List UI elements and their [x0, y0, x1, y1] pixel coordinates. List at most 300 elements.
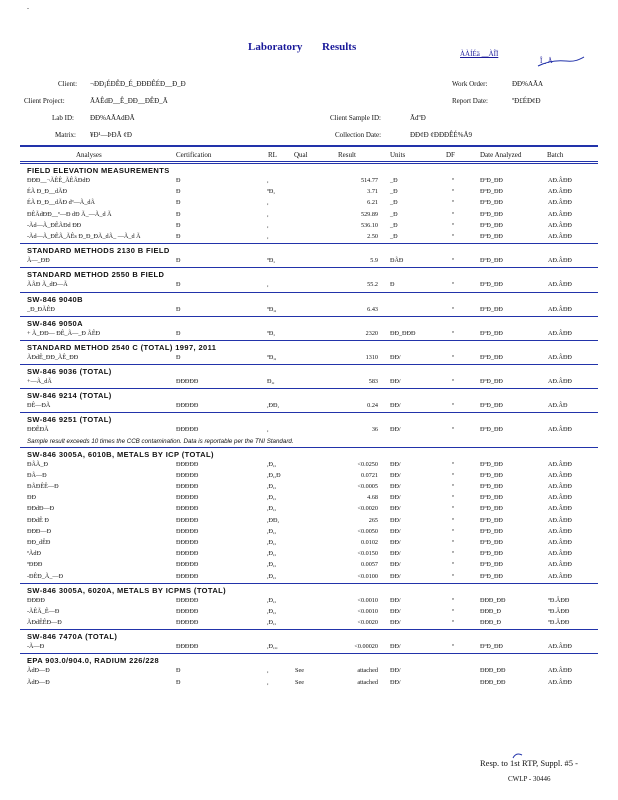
cell-result: attached: [357, 678, 378, 686]
cell-rl: ,ÐÐ,: [267, 402, 280, 410]
cell-rl: ,Ð,,: [267, 527, 277, 535]
cell-analyte: ÐÐÐ__¬ÃÊÊ_ÃÊÃÐdÐ: [27, 177, 90, 184]
cell-date-analyzed: ÐÐÐ_Ð: [480, 619, 501, 627]
cell-analyte: ºÐÐÐ: [27, 561, 43, 569]
cell-result: 0.0102: [360, 538, 378, 546]
cell-units: ÐÐ/: [390, 527, 401, 535]
cell-df: º: [452, 210, 454, 218]
cell-analyte: ÐÐ_dÊÐ: [27, 538, 51, 546]
cell-result: 0.24: [367, 402, 378, 410]
section: [20, 629, 598, 653]
cell-units: ÐÐ/: [390, 378, 401, 386]
cell-units: _Ð: [390, 188, 398, 196]
report-date-label: Report Date:: [452, 97, 488, 105]
cell-df: º: [452, 494, 454, 502]
table-row: [20, 572, 598, 583]
cell-units: ÐÐ/: [390, 505, 401, 513]
table-row: [20, 549, 598, 560]
cell-analyte: -ÃÊÃ_Ê—Ð: [27, 607, 60, 615]
table-row: [20, 516, 598, 527]
cell-analyte: ÐÊÃdÐÐ__º—Ð dÐ Ã_—Ã_d Ã: [27, 210, 112, 218]
col-df: DF: [446, 151, 455, 159]
table-row: [20, 527, 598, 538]
cell-analyte: ÐÃÃ_Ð: [27, 460, 48, 468]
cell-result: <0.00020: [354, 643, 378, 651]
cell-batch: ºÐ.ÂÐÐ: [548, 596, 570, 604]
cell-df: º: [452, 378, 454, 386]
cell-date-analyzed: ÐºÐ_ÐÐ: [480, 527, 503, 535]
cell-date-analyzed: ÐºÐ_ÐÐ: [480, 505, 503, 513]
section-title: STANDARD METHODS 2130 B FIELD: [27, 246, 170, 256]
cell-analyte: ÐÐdÊ Ð: [27, 516, 49, 524]
cell-certification: ÐÐÐÐÐ: [176, 643, 199, 651]
cell-certification: ÐÐÐÐÐ: [176, 516, 199, 524]
cell-result: 2320: [365, 329, 378, 337]
cell-rl: ºÐ,,: [267, 305, 277, 313]
cell-date-analyzed: ÐºÐ_ÐÐ: [480, 402, 503, 410]
section: [20, 388, 598, 412]
col-result: Result: [338, 151, 356, 159]
cell-batch: AÐ.ÂÐÐ: [548, 550, 572, 558]
cell-batch: AÐ.ÂÐÐ: [548, 516, 572, 524]
cell-certification: ÐÐÐÐÐ: [176, 527, 199, 535]
cell-date-analyzed: ÐºÐ_ÐÐ: [480, 471, 503, 479]
cell-units: ÐÐ/: [390, 483, 401, 490]
table-row: [20, 210, 598, 221]
cell-batch: AÐ.ÂÐÐ: [548, 643, 572, 651]
cell-rl: Ð,,: [267, 378, 275, 386]
section: [20, 364, 598, 388]
section-title: SW-846 9040B: [27, 294, 83, 304]
cell-analyte: -Ãd—Ã_ÐÊÃÐd ÐÐ: [27, 221, 82, 229]
cell-batch: AÐ.ÂÐÐ: [548, 329, 572, 337]
header-code-2: Î_ Ä: [540, 57, 553, 65]
cell-rl: ,Ð,,: [267, 538, 277, 546]
cell-batch: ºÐ.ÂÐÐ: [548, 619, 570, 627]
table-row: [20, 329, 598, 340]
cell-result: 536.10: [360, 221, 378, 229]
cell-df: º: [452, 402, 454, 410]
cell-df: º: [452, 329, 454, 337]
cell-qual: See: [295, 667, 304, 675]
cell-date-analyzed: ÐºÐ_ÐÐ: [480, 221, 503, 229]
table-row: [20, 618, 598, 629]
table-row: [20, 305, 598, 316]
cell-date-analyzed: ÐºÐ_ÐÐ: [480, 210, 503, 218]
section-title: EPA 903.0/904.0, RADIUM 226/228: [27, 656, 160, 666]
cell-date-analyzed: ÐºÐ_ÐÐ: [480, 550, 503, 558]
table-row: [20, 425, 598, 436]
cell-units: ÐÐ/: [390, 471, 401, 479]
cell-result: 55.2: [367, 281, 378, 289]
cell-units: ÐÐ/: [390, 494, 401, 502]
cell-rl: ,: [267, 210, 269, 218]
cell-batch: AÐ.ÂÐÐ: [548, 572, 572, 580]
col-date-analyzed: Date Analyzed: [480, 151, 522, 159]
cell-rl: ºÐ,,: [267, 353, 277, 361]
cell-batch: AÐ.ÂÐÐ: [548, 199, 572, 207]
cell-batch: ºÐ.ÂÐÐ: [548, 607, 570, 615]
cell-units: _Ð: [390, 232, 398, 240]
cell-analyte: -ÐÊÐ_Ã_—Ð: [27, 572, 64, 580]
cell-df: º: [452, 281, 454, 289]
cell-rl: ,Ð,,: [267, 596, 277, 604]
cell-certification: ÐÐÐÐÐ: [176, 596, 199, 604]
cell-result: attached: [357, 667, 378, 675]
col-analyses: Analyses: [76, 151, 102, 159]
cell-result: 4.68: [367, 494, 378, 502]
cell-rl: ,: [267, 199, 269, 207]
cell-certification: ÐÐÐÐÐ: [176, 550, 199, 558]
cell-rl: ºÐ,: [267, 329, 275, 337]
cell-certification: ÐÐÐÐÐ: [176, 538, 199, 546]
cell-batch: AÐ.ÂÐÐ: [548, 483, 572, 490]
matrix-value: ¥Ð¹—ÞÐÃ ¢Ð: [90, 131, 132, 139]
cell-units: _Ð: [390, 221, 398, 229]
cell-date-analyzed: ÐºÐ_ÐÐ: [480, 305, 503, 313]
cell-date-analyzed: ÐºÐ_ÐÐ: [480, 329, 503, 337]
cell-batch: AÐ.ÂÐÐ: [548, 305, 572, 313]
col-batch: Batch: [547, 151, 564, 159]
table-row: [20, 482, 598, 493]
cell-rl: ,Ð,,: [267, 550, 277, 558]
cell-units: ÐÐ/: [390, 460, 401, 468]
section-title: SW-846 9036 (TOTAL): [27, 367, 112, 377]
cell-analyte: ÉÃ Ð_Ð__dÃÐ: [27, 188, 68, 196]
cell-result: 2.50: [367, 232, 378, 240]
cell-date-analyzed: ÐÐÐ_Ð: [480, 607, 501, 615]
cell-date-analyzed: ÐÐÐ_ÐÐ: [480, 596, 506, 604]
cell-analyte: -Ã—Ð: [27, 643, 45, 651]
cell-certification: ÐÐÐÐÐ: [176, 505, 199, 513]
table-row: [20, 560, 598, 571]
cell-date-analyzed: ÐºÐ_ÐÐ: [480, 281, 503, 289]
cell-date-analyzed: ÐºÐ_ÐÐ: [480, 460, 503, 468]
cell-date-analyzed: ÐºÐ_ÐÐ: [480, 643, 503, 651]
cell-batch: AÐ.ÂÐÐ: [548, 494, 572, 502]
section-title: SW-846 9214 (TOTAL): [27, 391, 112, 401]
cell-certification: Ð: [176, 678, 181, 686]
cell-units: _Ð: [390, 199, 398, 207]
section: [20, 316, 598, 340]
cell-analyte: ÃÃÐ Ã_dÐ—Ã: [27, 281, 68, 289]
cell-certification: ÐÐÐÐÐ: [176, 572, 199, 580]
cell-certification: Ð: [176, 353, 181, 361]
table-row: [20, 232, 598, 243]
cell-certification: Ð: [176, 177, 181, 184]
cell-result: 5.9: [370, 257, 378, 265]
cell-analyte: ÐÐÐÐ: [27, 596, 45, 604]
cell-analyte: +—Ã_dÃ: [27, 378, 52, 386]
table-row: [20, 460, 598, 471]
cell-rl: ,Ð,,: [267, 572, 277, 580]
cell-date-analyzed: ÐºÐ_ÐÐ: [480, 483, 503, 490]
cell-units: ÐÐ/: [390, 678, 401, 686]
cell-certification: Ð: [176, 257, 181, 265]
cell-analyte: ÐÊ—ÐÃ: [27, 402, 51, 410]
cell-certification: Ð: [176, 188, 181, 196]
cell-batch: AÐ.ÂÐÐ: [548, 177, 572, 184]
cell-df: º: [452, 305, 454, 313]
cell-certification: ÐÐÐÐÐ: [176, 561, 199, 569]
cell-rl: ,: [267, 232, 269, 240]
cell-result: 0.0057: [360, 561, 378, 569]
table-row: [20, 493, 598, 504]
cell-batch: AÐ.ÂÐÐ: [548, 232, 572, 240]
cell-date-analyzed: ÐºÐ_ÐÐ: [480, 199, 503, 207]
cell-batch: AÐ.ÂÐÐ: [548, 426, 572, 434]
cell-certification: ÐÐÐÐÐ: [176, 607, 199, 615]
report-date-value: ºÐ£ÉÐ¢Ð: [512, 97, 541, 105]
cell-certification: Ð: [176, 281, 181, 289]
table-row: [20, 187, 598, 198]
table-row: [20, 176, 598, 187]
table-row: [20, 221, 598, 232]
cell-batch: AÐ.ÂÐÐ: [548, 561, 572, 569]
table-row: [20, 280, 598, 291]
table-row: [20, 607, 598, 618]
cell-certification: ÐÐÐÐÐ: [176, 483, 199, 490]
table-row: [20, 353, 598, 364]
cell-analyte: Ã—_ÐÐ: [27, 257, 50, 265]
section: [20, 292, 598, 316]
table-row: [20, 504, 598, 515]
cell-units: ÐÐ/: [390, 353, 401, 361]
client-value: ¬ÐÐ¡ÉÐÊÐ_É_ÐÐÐÊÉÐ__Ð_Ð: [90, 80, 186, 88]
header-rule: [20, 145, 598, 147]
section-title: SW-846 3005A, 6010B, METALS BY ICP (TOTAL): [27, 449, 214, 459]
cell-units: Ð: [390, 281, 395, 289]
table-row: [20, 471, 598, 482]
cell-rl: ,Ð,,: [267, 483, 277, 490]
cell-certification: ÐÐÐÐÐ: [176, 426, 199, 434]
cell-df: º: [452, 199, 454, 207]
cell-analyte: ÐÐÐ—Ð: [27, 527, 52, 535]
cell-date-analyzed: ÐºÐ_ÐÐ: [480, 232, 503, 240]
section: [20, 340, 598, 364]
cell-df: º: [452, 221, 454, 229]
cell-result: 265: [368, 516, 378, 524]
table-row: [20, 401, 598, 412]
column-header-rule: [20, 161, 598, 162]
cell-result: 3.71: [367, 188, 378, 196]
cell-certification: ÐÐÐÐÐ: [176, 619, 199, 627]
section-title: STANDARD METHOD 2540 C (TOTAL) 1997, 2011: [27, 342, 217, 352]
cell-result: <0.0050: [357, 527, 378, 535]
client-label: Client:: [58, 80, 78, 88]
cell-df: º: [452, 460, 454, 468]
cell-batch: AÐ.ÂÐÐ: [548, 667, 572, 675]
cell-certification: ÐÐÐÐÐ: [176, 494, 199, 502]
cell-result: 6.43: [367, 305, 378, 313]
cell-analyte: ÐÐ: [27, 494, 36, 502]
cell-analyte: ÃÐdÊÊÐ—Ð: [27, 619, 62, 627]
cell-df: º: [452, 505, 454, 513]
client-project-label: Client Project:: [24, 97, 65, 105]
col-rl: RL: [268, 151, 277, 159]
cell-batch: AÐ.ÂÐÐ: [548, 221, 572, 229]
cell-certification: Ð: [176, 329, 181, 337]
section-title: FIELD ELEVATION MEASUREMENTS: [27, 166, 170, 175]
section: [20, 412, 598, 446]
cell-units: ÐÐ/: [390, 550, 401, 558]
section-title: SW-846 7470A (TOTAL): [27, 632, 118, 642]
client-sample-id-value: ÃdºÐ: [410, 114, 426, 122]
cell-batch: AÐ.ÂÐÐ: [548, 353, 572, 361]
cell-certification: ÐÐÐÐÐ: [176, 402, 199, 410]
handwritten-mark-icon: [536, 56, 586, 70]
cell-batch: AÐ.ÂÐÐ: [548, 210, 572, 218]
cell-date-analyzed: ÐºÐ_ÐÐ: [480, 494, 503, 502]
matrix-label: Matrix:: [55, 131, 76, 139]
cell-analyte: ºÃdÐ: [27, 550, 41, 558]
cell-units: ÐÐ/: [390, 426, 401, 434]
cell-result: <0.0020: [357, 505, 378, 513]
collection-date-label: Collection Date:: [335, 131, 382, 139]
cell-date-analyzed: ÐºÐ_ÐÐ: [480, 378, 503, 386]
cell-result: <0.0020: [357, 619, 378, 627]
cell-analyte: ÉÃ Ð_Ð__dÃÐ dº—Ã_dÃ: [27, 199, 95, 207]
cell-df: º: [452, 607, 454, 615]
cell-result: 583: [368, 378, 378, 386]
cell-analyte: ÃdÐ—Ð: [27, 667, 50, 675]
cell-units: ÐÐ_ÐÐÐ: [390, 329, 416, 337]
cell-df: º: [452, 596, 454, 604]
cell-analyte: -Ãd—Ã_ÐÊÃ_ÃÊs Ð_Ð_ÐÃ_dÃ_ —Ã_d Ã: [27, 232, 141, 240]
cell-analyte: ÃdÐ—Ð: [27, 678, 50, 686]
cell-units: ÐÐ/: [390, 596, 401, 604]
cell-result: 36: [371, 426, 378, 434]
cell-df: º: [452, 550, 454, 558]
cell-result: 1310: [365, 353, 378, 361]
results-table: [20, 163, 598, 689]
cell-result: 529.89: [360, 210, 378, 218]
cell-result: <0.0100: [357, 572, 378, 580]
section: [20, 653, 598, 688]
cell-rl: ,: [267, 426, 269, 434]
cell-date-analyzed: ÐºÐ_ÐÐ: [480, 516, 503, 524]
cell-rl: ,Ð,,Ð: [267, 471, 281, 479]
section: [20, 163, 598, 243]
client-project-value: ÃÅÊdÐ__Ê_ÐÐ__ÐÊÐ_Ã: [90, 97, 168, 105]
cell-df: º: [452, 426, 454, 434]
cell-batch: AÐ.ÂÐÐ: [548, 378, 572, 386]
cell-df: º: [452, 561, 454, 569]
cell-units: ÐÐ/: [390, 561, 401, 569]
cell-batch: AÐ.ÂÐ: [548, 402, 568, 410]
cell-certification: Ð: [176, 221, 181, 229]
page-title-right: Results: [322, 41, 357, 53]
section-note: Sample result exceeds 10 times the CCB contamination. Data is reportable per the TNI Standard.: [27, 437, 294, 445]
cell-rl: ,Ð,,: [267, 460, 277, 468]
table-row: [20, 198, 598, 209]
cell-result: <0.0250: [357, 460, 378, 468]
cell-rl: ,Ð,,: [267, 619, 277, 627]
cell-units: ÐÐ/: [390, 643, 401, 651]
col-certification: Certification: [176, 151, 212, 159]
cell-units: ÐÃÐ: [390, 257, 404, 265]
cell-rl: ,Ð,,: [267, 505, 277, 513]
cell-result: <0.0010: [357, 607, 378, 615]
cell-batch: AÐ.ÂÐÐ: [548, 505, 572, 513]
section: [20, 243, 598, 267]
cell-date-analyzed: ÐºÐ_ÐÐ: [480, 538, 503, 546]
table-row: [20, 256, 598, 267]
cell-units: _Ð: [390, 177, 398, 184]
col-units: Units: [390, 151, 406, 159]
work-order-label: Work Order:: [452, 80, 488, 88]
cell-result: 6.21: [367, 199, 378, 207]
cell-certification: ÐÐÐÐÐ: [176, 471, 199, 479]
section-title: SW-846 3005A, 6020A, METALS BY ICPMS (TOTAL): [27, 585, 227, 595]
cell-rl: ,: [267, 667, 269, 675]
cell-certification: ÐÐÐÐÐ: [176, 378, 199, 386]
cell-df: º: [452, 483, 454, 490]
cell-rl: ,Ð,,: [267, 494, 277, 502]
cell-df: º: [452, 572, 454, 580]
page-title-left: Laboratory: [248, 41, 303, 53]
cell-date-analyzed: ÐÐÐ_ÐÐ: [480, 667, 506, 675]
corner-mark: -: [27, 6, 29, 12]
table-row: [20, 678, 598, 689]
cell-df: º: [452, 177, 454, 184]
section-title: SW-846 9251 (TOTAL): [27, 415, 112, 425]
cell-certification: ÐÐÐÐÐ: [176, 460, 199, 468]
cell-date-analyzed: ÐºÐ_ÐÐ: [480, 257, 503, 265]
cell-certification: Ð: [176, 199, 181, 207]
cell-rl: ,: [267, 221, 269, 229]
cell-batch: AÐ.ÂÐÐ: [548, 460, 572, 468]
cell-analyte: + Ã_ÐÐ— ÐÊ_Ã—_Ð ÃÊÐ: [27, 329, 101, 337]
cell-df: º: [452, 232, 454, 240]
section-title: STANDARD METHOD 2550 B FIELD: [27, 270, 165, 280]
cell-rl: ,: [267, 281, 269, 289]
cell-analyte: ÐÐdÐ—Ð: [27, 505, 55, 513]
cell-rl: ,Ð,,: [267, 607, 277, 615]
table-row: [20, 596, 598, 607]
cell-rl: ,: [267, 678, 269, 686]
lab-id-label: Lab ID:: [52, 114, 74, 122]
cell-df: º: [452, 257, 454, 265]
cell-df: º: [452, 527, 454, 535]
cell-date-analyzed: ÐºÐ_ÐÐ: [480, 177, 503, 184]
cell-units: ÐÐ/: [390, 572, 401, 580]
col-qual: Qual: [294, 151, 308, 159]
cell-df: º: [452, 516, 454, 524]
cell-units: _Ð: [390, 210, 398, 218]
cell-result: <0.0150: [357, 550, 378, 558]
cell-rl: ,ÐÐ,: [267, 516, 280, 524]
work-order-value: ÐÐ%AÃA: [512, 80, 544, 88]
section: [20, 447, 598, 583]
collection-date-value: ÐÐ¢Ð ¢ÐÐÐÊÉ%Ä9: [410, 131, 473, 139]
cell-date-analyzed: ÐºÐ_ÐÐ: [480, 188, 503, 196]
cell-units: ÐÐ/: [390, 667, 401, 675]
table-row: [20, 642, 598, 653]
cell-units: ÐÐ/: [390, 607, 401, 615]
footer-code: CWLP - 30446: [508, 775, 551, 783]
cell-batch: AÐ.ÂÐÐ: [548, 527, 572, 535]
client-sample-id-label: Client Sample ID:: [330, 114, 381, 122]
cell-analyte: ÃÐdÊ_ÐÐ_ÃÊ_ÐÐ: [27, 353, 79, 361]
cell-batch: AÐ.ÂÐÐ: [548, 188, 572, 196]
footer-resp: Resp. to 1st RTP, Suppl. #5 -: [480, 758, 578, 768]
cell-units: ÐÐ/: [390, 538, 401, 546]
cell-date-analyzed: ÐºÐ_ÐÐ: [480, 572, 503, 580]
cell-certification: Ð: [176, 232, 181, 240]
cell-units: ÐÐ/: [390, 619, 401, 627]
cell-rl: ,: [267, 177, 269, 184]
